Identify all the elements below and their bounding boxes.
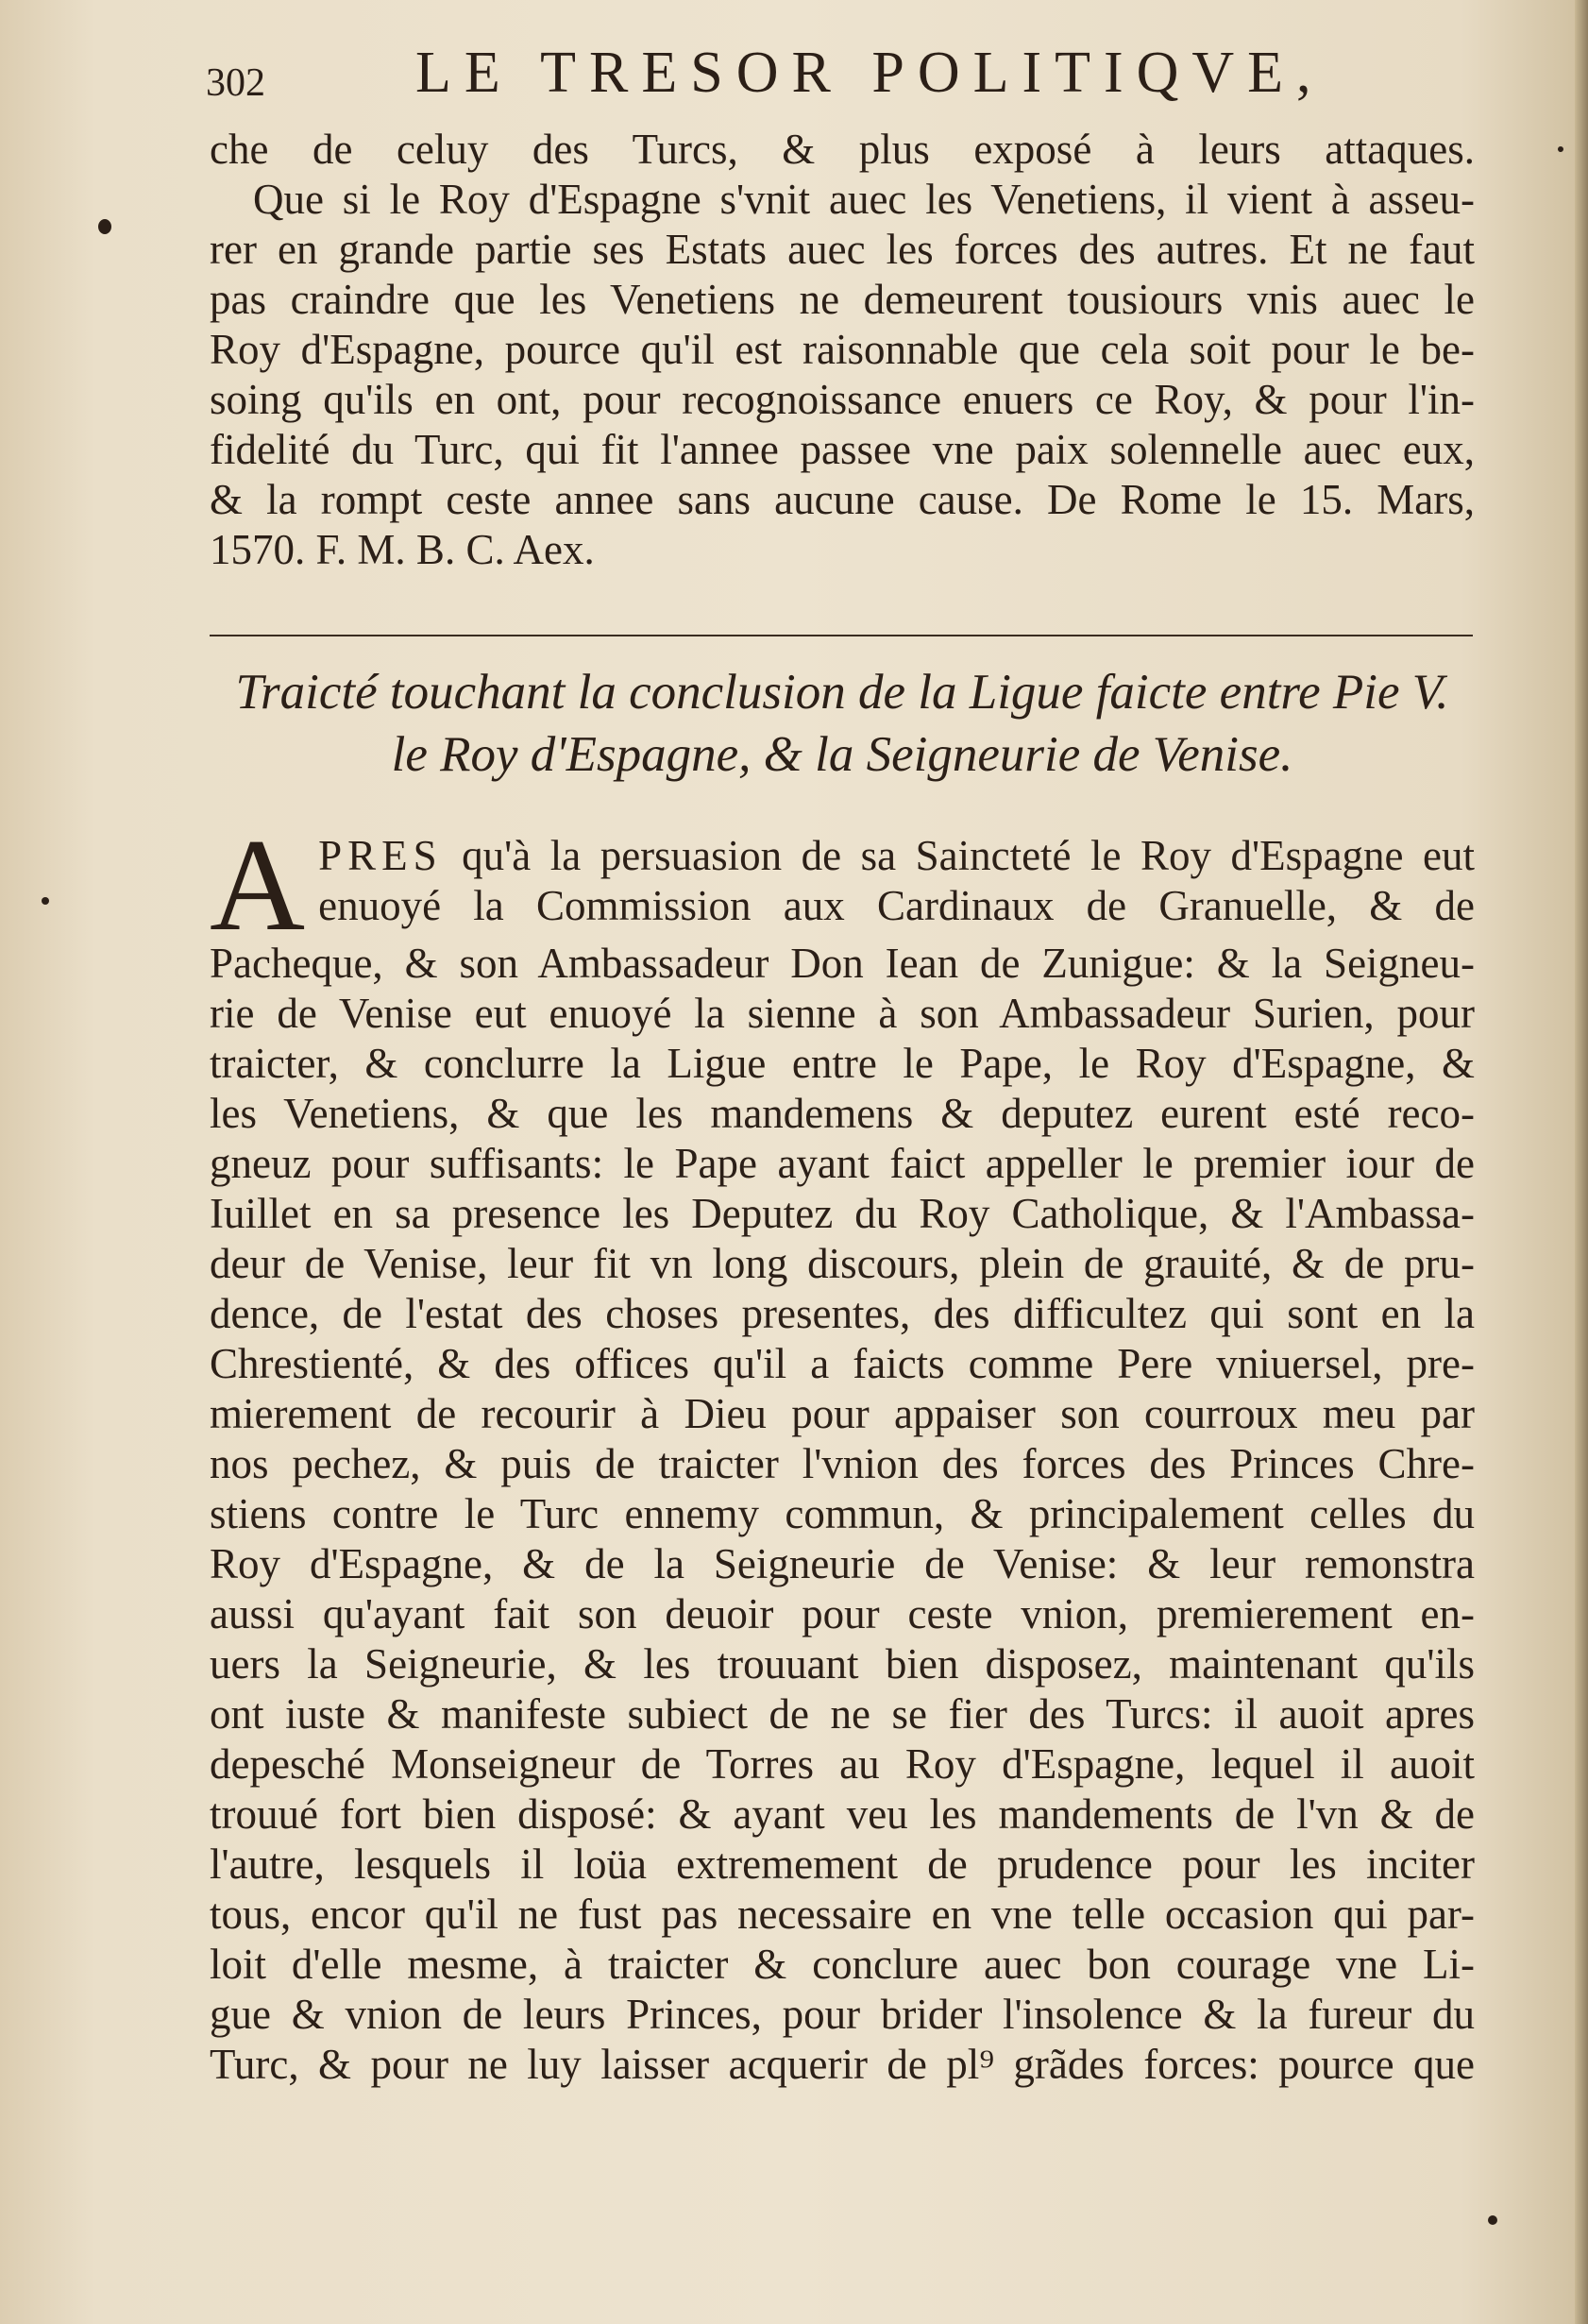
first-word: PRES (318, 832, 443, 879)
text-line: ont iuste & manifeste subiect de ne se fier des Turcs: il auoit apres (210, 1690, 1475, 1738)
ink-speck (42, 897, 49, 905)
first-line-text: qu'à la persuasion de sa Saincteté le Roy d'Espagne eut (442, 832, 1475, 879)
text-line: Pacheque, & son Ambassadeur Don Iean de Zunigue: & la Seigneu- (210, 940, 1475, 987)
text-line: deur de Venise, leur fit vn long discours, plein de grauité, & de pru- (210, 1240, 1475, 1287)
text-line: Roy d'Espagne, pource qu'il est raisonnable que cela soit pour le be- (210, 326, 1475, 373)
section-divider (210, 635, 1473, 636)
text-line: pas craindre que les Venetiens ne demeurent tousiours vnis auec le (210, 276, 1475, 323)
text-line: & la rompt ceste annee sans aucune cause. De Rome le 15. Mars, (210, 476, 1475, 523)
text-line: trouué fort bien disposé: & ayant veu les mandements de l'vn & de (210, 1790, 1475, 1838)
text-line: 1570. F. M. B. C. Aex. (210, 526, 595, 573)
text-line: rer en grande partie ses Estats auec les forces des autres. Et ne faut (210, 226, 1475, 273)
text-line: tous, encor qu'il ne fust pas necessaire en vne telle occasion qui par- (210, 1891, 1475, 1938)
page-edge (1575, 0, 1588, 2324)
text-line: mierement de recourir à Dieu pour appaiser son courroux meu par (210, 1390, 1475, 1437)
text-line: enuoyé la Commission aux Cardinaux de Granuelle, & de (318, 882, 1475, 929)
text-line: traicter, & conclurre la Ligue entre le Pape, le Roy d'Espagne, & (210, 1040, 1475, 1087)
text-line: loit d'elle mesme, à traicter & conclure auec bon courage vne Li- (210, 1941, 1475, 1988)
drop-cap: A (210, 812, 306, 958)
ink-speck (1558, 146, 1563, 152)
text-line (210, 831, 1475, 881)
text-line: stiens contre le Turc ennemy commun, & principalement celles du (210, 1490, 1475, 1537)
text-line: gneuz pour suffisants: le Pape ayant faict appeller le premier iour de (210, 1140, 1475, 1187)
text-line: soing qu'ils en ont, pour recognoissance enuers ce Roy, & pour l'in- (210, 376, 1475, 423)
text-line: uers la Seigneurie, & les trouuant bien disposez, maintenant qu'ils (210, 1640, 1475, 1688)
paragraph-main (210, 812, 1475, 2090)
text-line: l'autre, lesquels il loüa extremement de prudence pour les inciter (210, 1841, 1475, 1888)
text-line: Chrestienté, & des offices qu'il a faicts comme Pere vniuersel, pre- (210, 1340, 1475, 1387)
ink-speck (98, 219, 111, 234)
text-line: aussi qu'ayant fait son deuoir pour ceste vnion, premierement en- (210, 1590, 1475, 1637)
text-line: nos pechez, & puis de traicter l'vnion des forces des Princes Chre- (210, 1440, 1475, 1487)
section-title (210, 661, 1475, 786)
text-line: che de celuy des Turcs, & plus exposé à leurs attaques. (210, 126, 1475, 173)
text-line: gue & vnion de leurs Princes, pour brider l'insolence & la fureur du (210, 1991, 1475, 2038)
title-line: Traicté touchant la conclusion de la Ligue faicte entre Pie V. (235, 665, 1449, 720)
text-line: Roy d'Espagne, & de la Seigneurie de Venise: & leur remonstra (210, 1540, 1475, 1587)
page-number: 302 (206, 61, 265, 105)
ink-speck (1488, 2215, 1497, 2225)
running-title: LE TRESOR POLITIQVE, (415, 41, 1325, 105)
paragraph-continued (210, 125, 1475, 575)
text-line: rie de Venise eut enuoyé la sienne à son Ambassadeur Surien, pour (210, 990, 1475, 1037)
text-line: les Venetiens, & que les mandemens & deputez eurent esté reco- (210, 1090, 1475, 1137)
text-line: depesché Monseigneur de Torres au Roy d'Espagne, lequel il auoit (210, 1740, 1475, 1788)
text-line: Turc, & pour ne luy laisser acquerir de pl⁹ grãdes forces: pource que (210, 2041, 1475, 2088)
text-line: Que si le Roy d'Espagne s'vnit auec les Venetiens, il vient à asseu- (253, 176, 1475, 223)
title-line: le Roy d'Espagne, & la Seigneurie de Venise. (391, 727, 1293, 782)
text-line: Iuillet en sa presence les Deputez du Roy Catholique, & l'Ambassa- (210, 1190, 1475, 1237)
page-header (206, 40, 1480, 125)
text-line: fidelité du Turc, qui fit l'annee passee vne paix solennelle auec eux, (210, 426, 1475, 473)
text-line: dence, de l'estat des choses presentes, des difficultez qui sont en la (210, 1290, 1475, 1337)
